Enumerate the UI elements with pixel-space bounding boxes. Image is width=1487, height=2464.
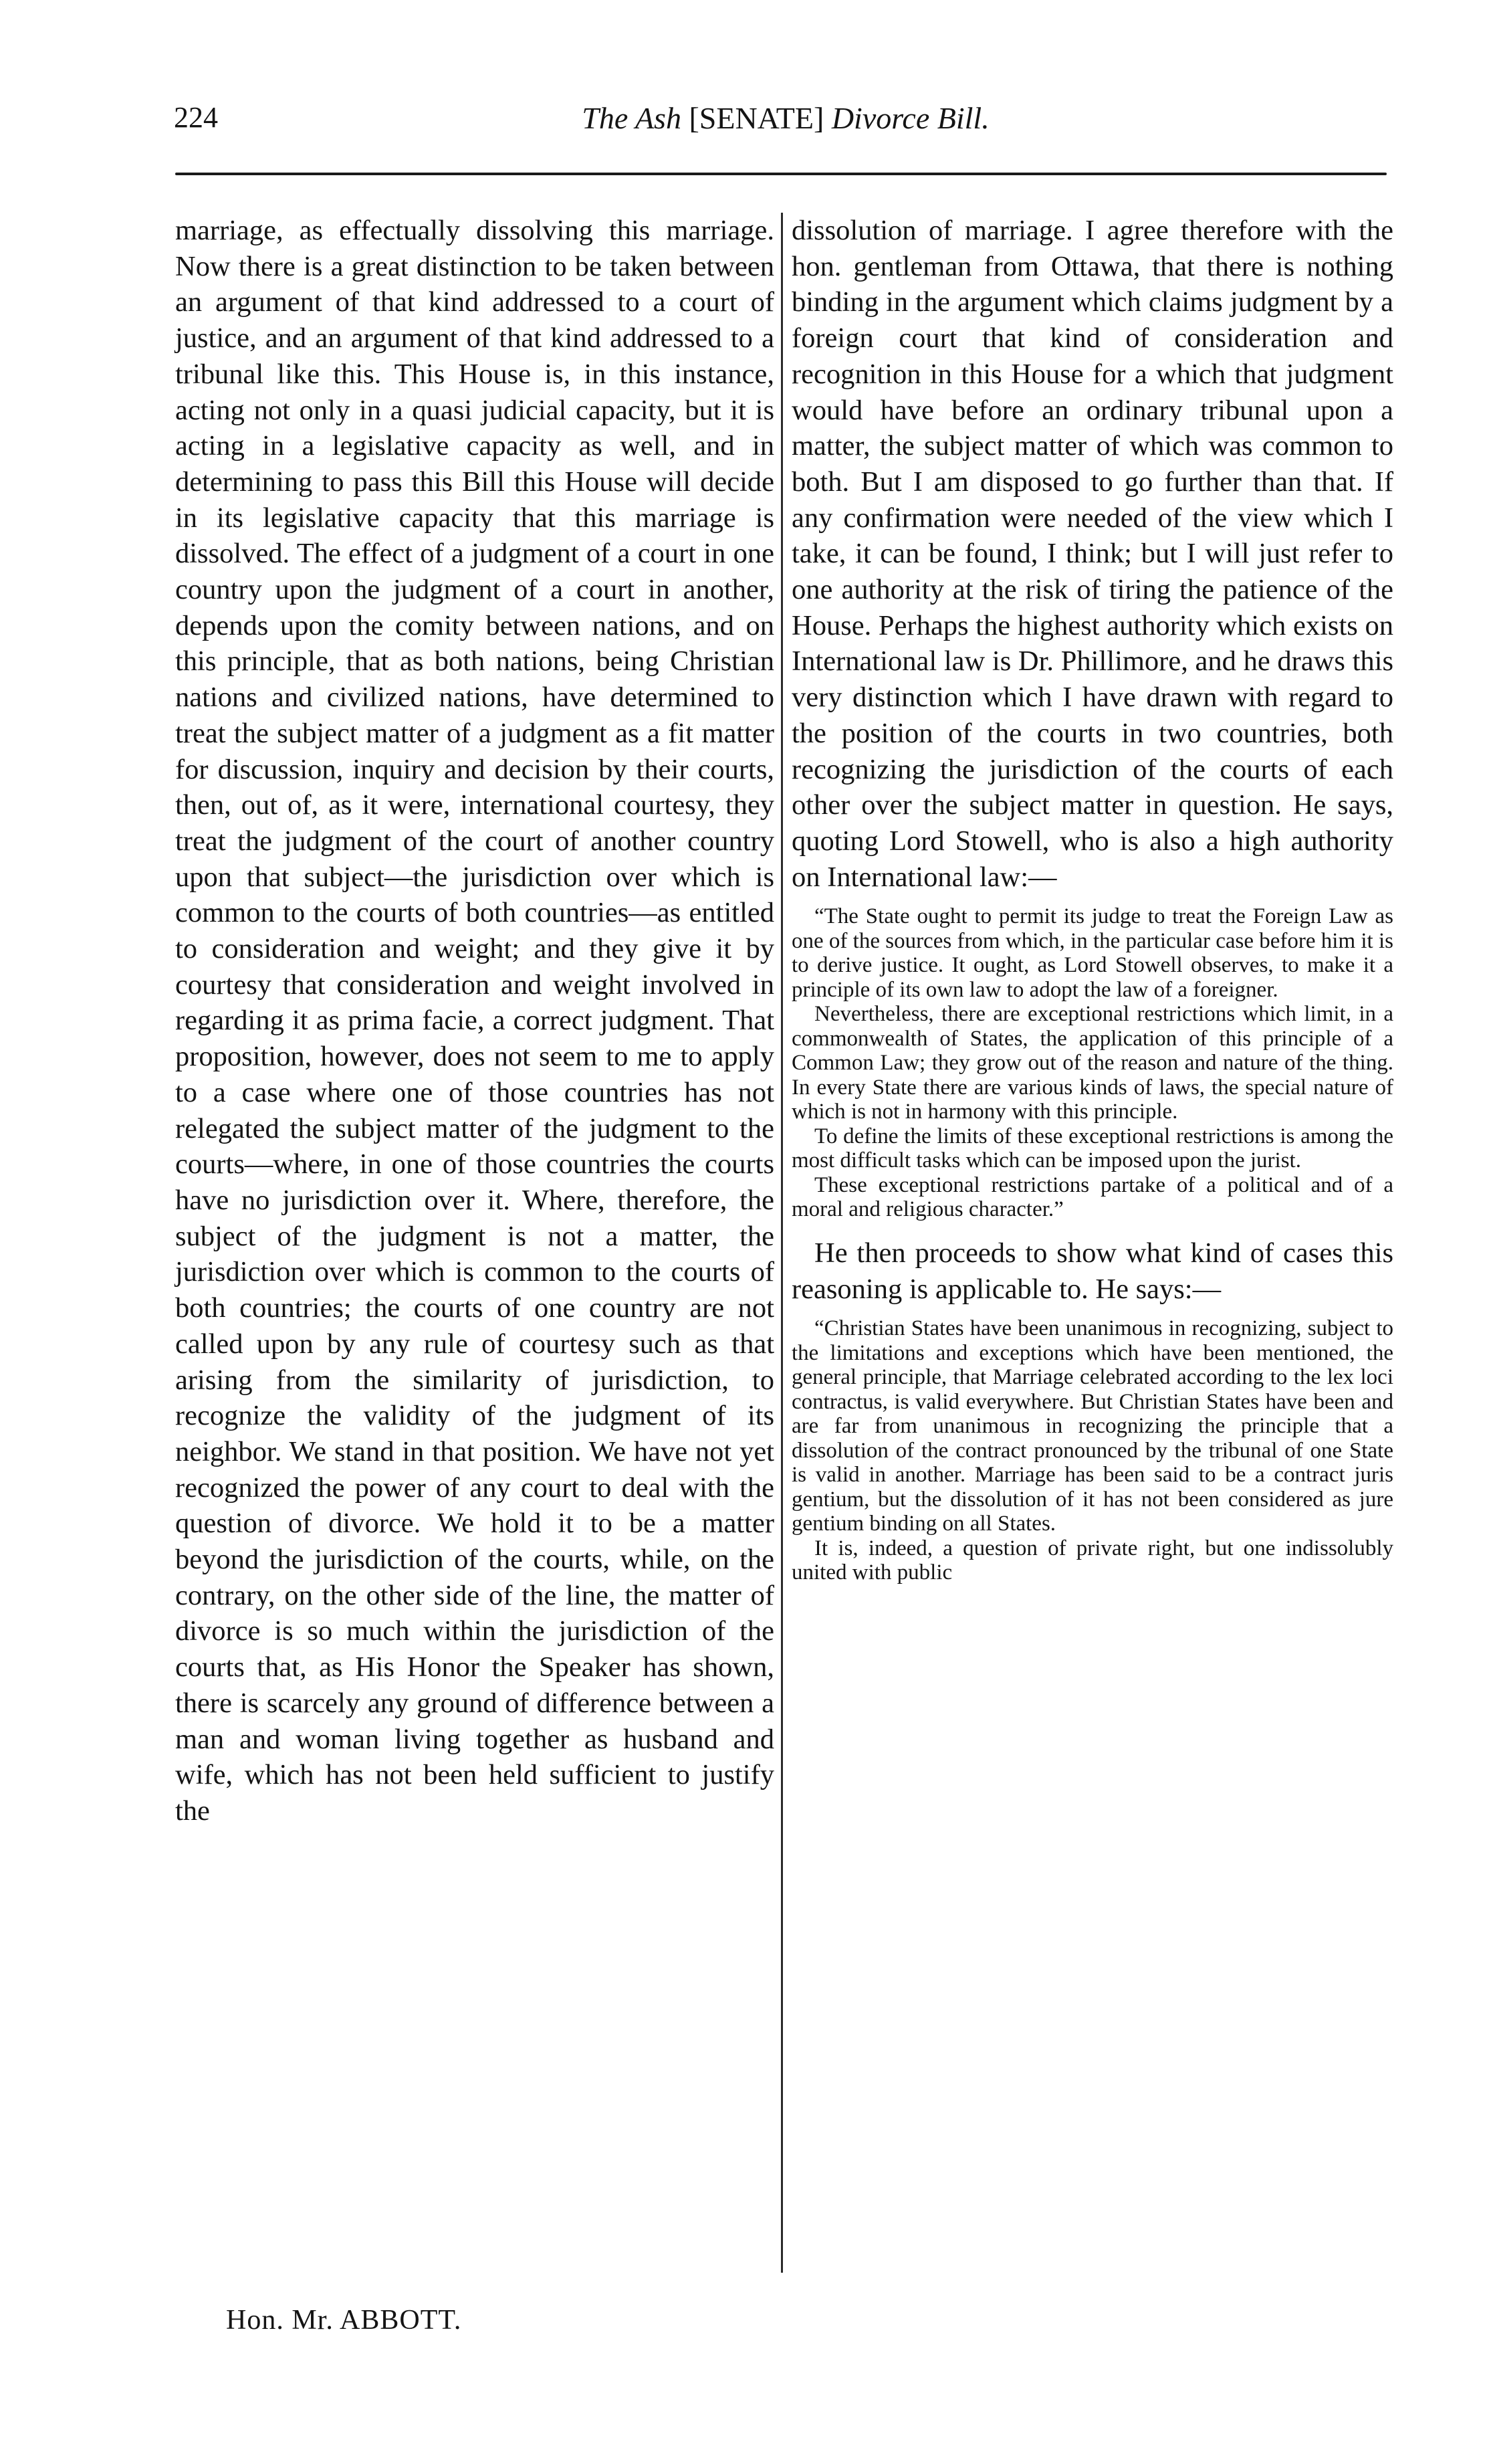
right-para-1: dissolution of marriage. I agree therefore with the hon. gentleman from Ottawa, that there is nothing binding in the argument which claims judgment by a foreign court that kind of consideration and recognition in this House for a which that judgment would have before an ordinary tribunal upon a matter, the subject matter of which was common to both. But I am disposed to go further than that. If any confirmation were needed of the view which I take, it can be found, I think; but I will just refer to one authority at the risk of tiring the patience of the House. Perhaps the highest authority which exists on International law is Dr. Phillimore, and he draws this very distinction which I have drawn with regard to the position of the courts in two countries, both recognizing the jurisdiction of the courts of each other over the subject matter in question. He says, quoting Lord Stowell, who is also a high authority on International law:— [792,215,1393,893]
right-para-2: He then proceeds to show what kind of cases this reasoning is applicable to. He says:— [792,1237,1393,1305]
running-title [174,100,1397,136]
quote1-paragraph-2: Nevertheless, there are exceptional restrictions which limit, in a commonwealth of States, the application of this principle of a Common Law; they grow out of the reason and nature of the thing. In every State there are various kinds of laws, the special nature of which is not in harmony with this principle. [792,1002,1393,1124]
right-column [792,213,1393,1595]
page-number: 224 [174,101,218,134]
quote2-paragraph-2: It is, indeed, a question of private right, but one indissolubly united with public [792,1536,1393,1585]
left-column-text: marriage, as effectually dissolving this marriage. Now there is a great distinction to be taken between an argument of that kind addressed to a court of justice, and an argument of that kind addressed to a tribunal like this. This House is, in this instance, acting not only in a quasi judicial capacity, but it is acting in a legislative capacity as well, and in determining to pass this Bill this House will decide in its legislative capacity that this marriage is dissolved. The effect of a judgment of a court in one country upon the judgment of a court in another, depends upon the comity between nations, and on this principle, that as both nations, being Christian nations and civilized nations, have determined to treat the subject matter of a judgment as a fit matter for discussion, inquiry and decision by their courts, then, out of, as it were, international courtesy, they treat the judgment of the court of another country upon that subject—the jurisdiction over which is common to the courts of both countries—as entitled to consideration and weight; and they give it by courtesy that consideration and weight involved in regarding it as prima facie, a correct judgment. That proposition, however, does not seem to me to apply to a case where one of those countries has not relegated the subject matter of the judgment to the courts—where, in one of those countries the courts have no jurisdiction over it. Where, therefore, the subject of the judgment is not a matter, the jurisdiction over which is common to the courts of both countries; the courts of one country are not called upon by any rule of courtesy such as that arising from the similarity of jurisdiction, to recognize the validity of the judgment of its neighbor. We stand in that position. We have not yet recognized the power of any court to deal with the question of divorce. We hold it to be a matter beyond the jurisdiction of the courts, while, on the contrary, on the other side of the line, the matter of divorce is so much within the jurisdiction of the courts that, as His Honor the Speaker has shown, there is scarcely any ground of difference between a man and woman living together as husband and wife, which has not been held sufficient to justify the [175,215,774,1827]
speaker-footer: Hon. Mr. ABBOTT. [226,2305,462,2336]
quote1-paragraph-1: “The State ought to permit its judge to treat the Foreign Law as one of the sources from which, in the particular case before him it is to derive justice. It ought, as Lord Stowell observes, to make it a principle of its own law to adopt the law of a foreigner. [792,904,1393,1002]
column-divider [781,213,783,2273]
quote1-paragraph-3: To define the limits of these exceptional restrictions is among the most difficult tasks which can be imposed upon the jurist. [792,1124,1393,1173]
quote1-paragraph-4: These exceptional restrictions partake of a political and of a moral and religious character.” [792,1172,1393,1222]
title-house: [SENATE] [689,101,824,135]
quote2-paragraph-1: “Christian States have been unanimous in recognizing, subject to the limitations and exceptions which have been mentioned, the general principle, that Marriage celebrated according to the lex loci contractus, is valid everywhere. But Christian States have been and are far from unanimous in recognizing the principle that a dissolution of the contract pronounced by the tribunal of one State is valid in another. Marriage has been said to be a contract juris gentium, but the dissolution of it has not been considered as jure gentium binding on all States. [792,1316,1393,1536]
title-bill-type: Divorce Bill. [831,101,990,135]
phillimore-quote-1 [792,904,1393,1222]
phillimore-quote-2 [792,1316,1393,1585]
header-rule [175,173,1387,175]
running-header [174,100,1397,161]
title-bill-name: The Ash [582,101,681,135]
left-column [175,213,774,1829]
